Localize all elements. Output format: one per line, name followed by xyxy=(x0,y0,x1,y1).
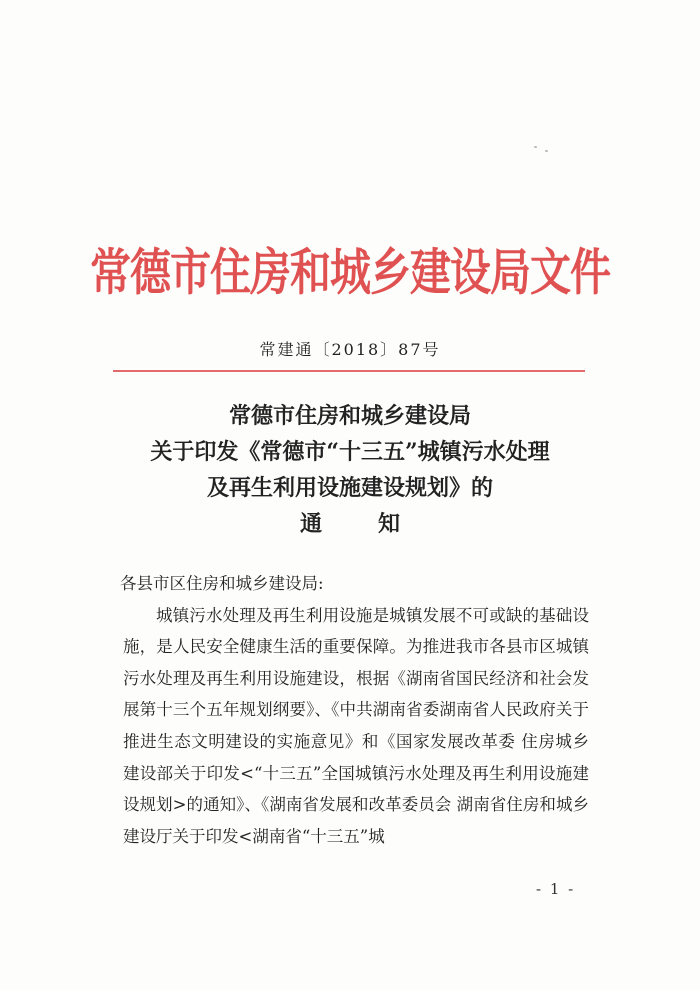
document-number: 常建通〔2018〕87号 xyxy=(259,340,441,359)
subject-line-3: 及再生利用设施建设规划》的 xyxy=(206,475,493,501)
body-paragraph: 城镇污水处理及再生利用设施是城镇发展不可或缺的基础设施，是人民安全健康生活的重要保障。为推进我市各县市区城镇污水处理及再生利用设施建设，根据《湖南省国民经济和社会发展第十三个五年规划纲要》、《中共湖南省委湖南省人民政府关于推进生态文明建设的实施意见》和《国家发展改革委 住房城乡建设部关于印发<“十三五”全国城镇污水处理及再生利用设施建设规划>的通知》、《湖南省发展和改革委员会 湖南省住房和城乡建设厅关于印发<湖南省“十三五”城 xyxy=(123,605,589,846)
scan-speck xyxy=(545,150,548,152)
document-subject xyxy=(0,398,700,542)
issuer-title: 常德市住房和城乡建设局文件 xyxy=(90,242,610,302)
document-body xyxy=(120,568,589,852)
subject-line-2: 关于印发《常德市“十三五”城镇污水处理 xyxy=(150,439,550,465)
subject-line-1: 常德市住房和城乡建设局 xyxy=(228,403,471,429)
scan-speck xyxy=(534,146,537,148)
page-number: - 1 - xyxy=(536,880,576,898)
red-separator-line xyxy=(113,370,585,372)
subject-line-4: 通知 xyxy=(299,511,456,537)
addressee: 各县市区住房和城乡建设局: xyxy=(120,574,324,593)
